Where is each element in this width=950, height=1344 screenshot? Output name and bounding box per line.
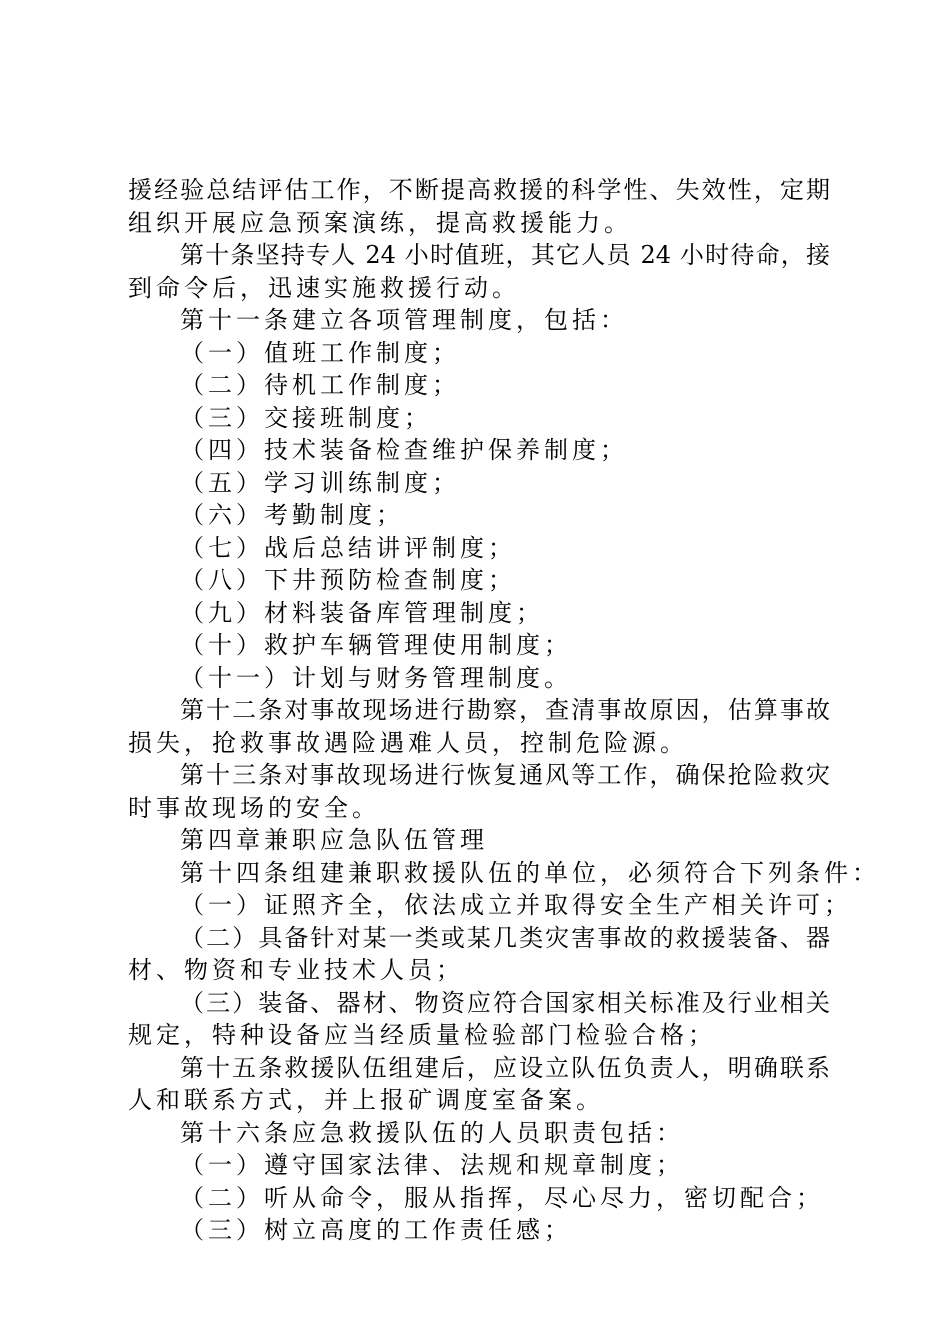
document-page [128, 174, 880, 1247]
list-item: （三）树立高度的工作责任感； [180, 1216, 572, 1244]
list-item: （三）装备、器材、物资应符合国家相关标准及行业相关 [180, 988, 830, 1017]
text-line: 时事故现场的安全。 [128, 793, 380, 822]
list-item: （八）下井预防检查制度； [180, 566, 516, 594]
text-line: 第十六条应急救援队伍的人员职责包括： [180, 1118, 684, 1147]
text-line: 人和联系方式，并上报矿调度室备案。 [128, 1086, 604, 1114]
text-line: 援经验总结评估工作，不断提高救援的科学性、失效性，定期 [128, 176, 830, 204]
list-item: （一）值班工作制度； [180, 338, 460, 367]
text-line: 组织开展应急预案演练，提高救援能力。 [128, 208, 632, 237]
chapter-heading: 第四章兼职应急队伍管理 [180, 826, 488, 854]
text-line: 第十一条建立各项管理制度，包括： [180, 306, 628, 334]
list-item: （一）证照齐全，依法成立并取得安全生产相关许可； [180, 891, 852, 919]
text-line: 第十四条组建兼职救援队伍的单位，必须符合下列条件： [180, 858, 880, 887]
list-item: （二）听从命令，服从指挥，尽心尽力，密切配合； [180, 1183, 824, 1212]
list-item: （九）材料装备库管理制度； [180, 598, 544, 627]
list-item: （二）具备针对某一类或某几类灾害事故的救援装备、器 [180, 923, 830, 952]
list-item: （三）交接班制度； [180, 403, 432, 432]
text-line: 第十二条对事故现场进行勘察，查清事故原因，估算事故 [180, 696, 830, 724]
list-item: （七）战后总结讲评制度； [180, 533, 516, 562]
list-item: （一）遵守国家法律、法规和规章制度； [180, 1151, 684, 1179]
list-item: （六）考勤制度； [180, 501, 404, 529]
text-line: 材、物资和专业技术人员； [128, 956, 464, 984]
text-line: 损失，抢救事故遇险遇难人员，控制危险源。 [128, 728, 688, 757]
list-item: （二）待机工作制度； [180, 371, 460, 399]
text-line: 第十三条对事故现场进行恢复通风等工作，确保抢险救灾 [180, 761, 830, 789]
list-item: （十一）计划与财务管理制度。 [180, 663, 572, 692]
text-line: 到命令后，迅速实施救援行动。 [128, 273, 520, 302]
text-line: 规定，特种设备应当经质量检验部门检验合格； [128, 1021, 716, 1049]
text-line: 第十条坚持专人 24 小时值班，其它人员 24 小时待命，接 [180, 241, 830, 269]
text-line: 第十五条救援队伍组建后，应设立队伍负责人，明确联系 [180, 1053, 830, 1082]
list-item: （四）技术装备检查维护保养制度； [180, 436, 628, 464]
list-item: （十）救护车辆管理使用制度； [180, 631, 572, 659]
list-item: （五）学习训练制度； [180, 468, 460, 497]
